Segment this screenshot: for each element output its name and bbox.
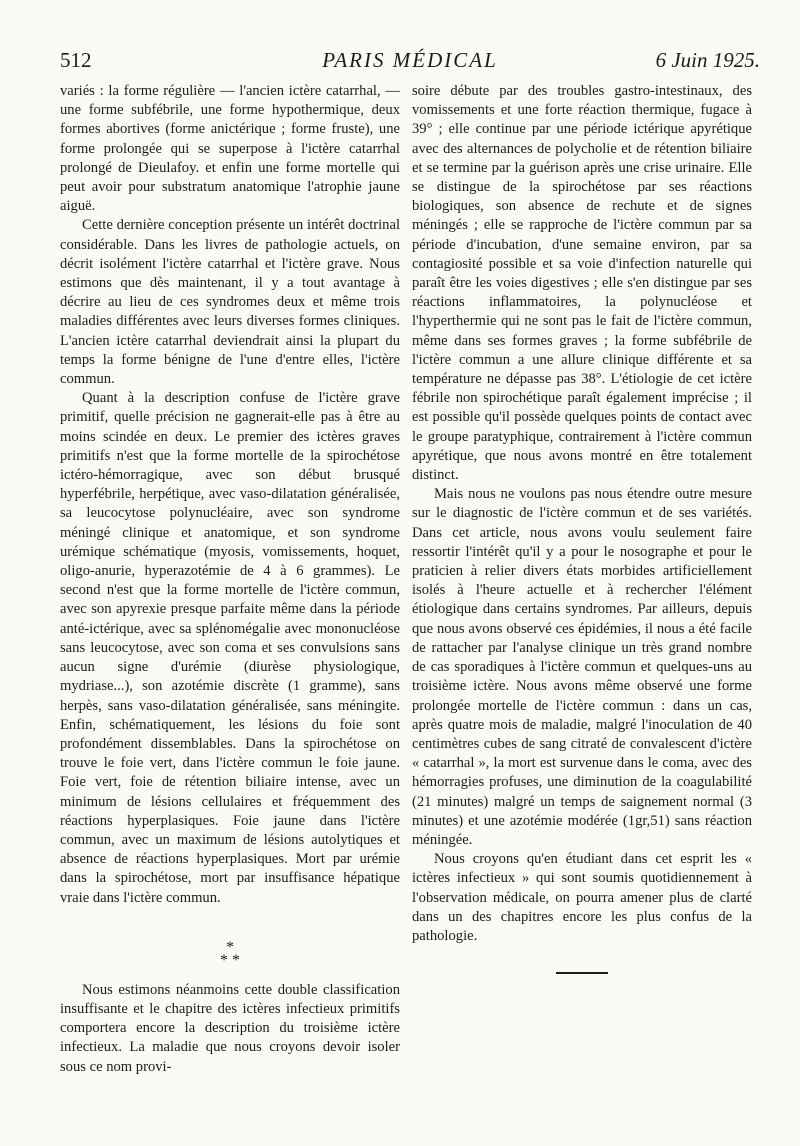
end-rule	[556, 972, 608, 974]
right-column	[412, 82, 752, 974]
running-header	[60, 48, 760, 80]
paragraph: Nous estimons néanmoins cette double classification insuffisante et le chapitre des ictères infectieux primitifs comportera encore la description du troisième ictère infectieux. La maladie que nous croyons devoir isoler sous ce nom provi-	[60, 981, 400, 1075]
paragraph: Quant à la description confuse de l'ictère grave primitif, quelle précision ne gagnerait-elle pas à être au moins scindée en deux. Le premier des ictères graves primitifs n'est que la forme mortelle de la spirochétose ictéro-hémorragique, avec son début brusqué hyperfébrile, herpétique, avec vaso-dilatation généralisée, sa leucocytose polynucléaire, avec son syndrome méningé clinique et anatomique, et son syndrome urémique schématique (myosis, vomissements, hoquet, oligo-anurie, hyperazotémie de 4 à 6 grammes). Le second n'est que la forme mortelle de l'ictère commun, avec son apyrexie presque parfaite même dans la période anté-ictérique, avec sa splénomégalie avec mononucléose sans leucocytose, avec son coma et ses convulsions sans aucun signe d'urémie (diurèse physiologique, mydriase...), son azotémie discrète (1 gramme), sans herpès, sans vaso-dilatation généralisée, sans méningite. Enfin, schématiquement, les lésions du foie sont profondément dissemblables. Dans la spirochétose on trouve le foie vert, dans l'ictère commun le foie jaune. Foie vert, foie de rétention biliaire intense, avec un minimum de lésions cellulaires et fréquemment des réactions hyperplasiques. Foie jaune dans l'ictère commun, avec un maximum de lésions autolytiques et absence de réactions hyperplasiques. Mort par urémie dans la spirochétose, mort par insuffisance hépatique vraie dans l'ictère commun.	[60, 390, 400, 906]
paragraph: Nous croyons qu'en étudiant dans cet esprit les « ictères infectieux » qui sont soumis quotidiennement à l'observation médicale, on pourra amener plus de clarté dans un des chapitres encore les plus confus de la pathologie.	[412, 851, 752, 944]
issue-date: 6 Juin 1925.	[655, 48, 760, 72]
separator-stars-bottom: * *	[220, 951, 240, 969]
paragraph: Mais nous ne voulons pas nous étendre outre mesure sur le diagnostic de l'ictère commun et de ses variétés. Dans cet article, nous avons voulu seulement faire ressortir l'intérêt qu'il y a pour le nosographe et pour le praticien à relier divers états morbides artificiellement isolés à l'heure actuelle et à rechercher l'élément étiologique dans certains syndromes. Par ailleurs, depuis que nous avons observé ces épidémies, il nous a été facile de rattacher par l'analyse clinique un très grand nombre de cas sporadiques à l'ictère commun et quelques-uns au troisième ictère. Nous avons même observé une forme prolongée mortelle de l'ictère commun : dans un cas, après quatre mois de maladie, malgré l'inoculation de 40 centimètres cubes de sang citraté de convalescent d'ictère « catarrhal », la mort est survenue dans le coma, avec des hémorragies profuses, une diminution de la coagulabilité (21 minutes) malgré un temps de saignement normal (3 minutes) et une azotémie modérée (1gr,51) sans réaction méningée.	[412, 486, 752, 848]
paragraph: soire débute par des troubles gastro-intestinaux, des vomissements et une forte réaction thermique, fugace à 39° ; elle continue par une période ictérique apyrétique avec des alternances de polycholie et de rétention biliaire et se termine par la guérison après une crise urinaire. Elle se distingue de la spirochétose par ses réactions biologiques, son absence de rechute et de signes méningés ; elle se rapproche de l'ictère commun par sa période d'incubation, d'une semaine environ, par sa contagiosité possible et sa voie d'infection naturelle qui paraît être les voies digestives ; elle s'en distingue par ses réactions inflammatoires, la polynucléose et l'hyperthermie qui ne sont pas le fait de l'ictère commun, même dans ses formes graves ; la forme subfébrile de l'ictère commun a une allure clinique différente et sa température ne dépasse pas 38°. L'étiologie de cet ictère fébrile non spirochétique paraît également imprécise ; il est possible qu'il possède quelques points de contact avec le groupe paratyphique, contrairement à l'ictère commun apyrétique, que nous avons montré en être totalement distinct.	[412, 83, 752, 484]
separator-star-top: *	[226, 938, 234, 956]
page-number: 512	[60, 48, 92, 72]
section-separator	[60, 938, 400, 969]
paragraph: variés : la forme régulière — l'ancien ictère catarrhal, — une forme subfébrile, une forme hypothermique, deux formes abortives (forme anictérique ; forme fruste), une forme prolongée qui se superpose à l'ictère catarrhal prolongé de Dieulafoy. et enfin une forme mortelle qui peut avoir pour substratum anatomique l'atrophie jaune aiguë.	[60, 83, 400, 215]
paragraph: Cette dernière conception présente un intérêt doctrinal considérable. Dans les livres de pathologie actuels, on décrit isolément l'ictère catarrhal et l'ictère grave. Nous estimons que dès maintenant, il y a tout avantage à décrire au lieu de ces syndromes deux et même trois maladies différentes avec leurs diverses formes cliniques. L'ancien ictère catarrhal deviendrait ainsi la plupart du temps la forme bénigne de l'une d'entre elles, l'ictère commun.	[60, 217, 400, 388]
journal-title: PARIS MÉDICAL	[322, 48, 498, 72]
left-column	[60, 82, 400, 1077]
